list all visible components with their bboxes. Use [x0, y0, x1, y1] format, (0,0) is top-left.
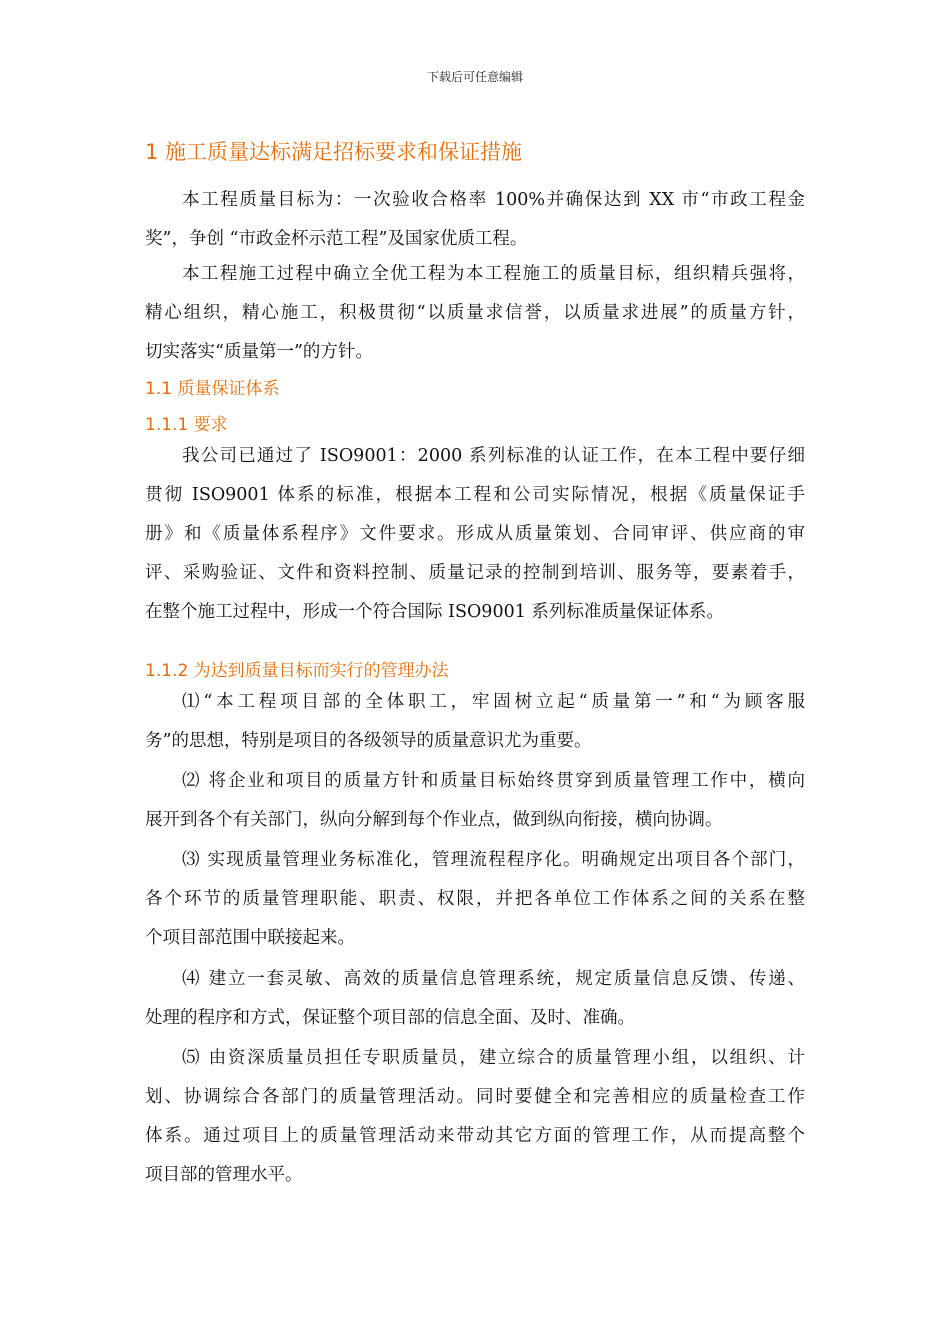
text-line: 精心组织，精心施工，积极贯彻“以质量求信誉，以质量求进展”的质量方针， [145, 303, 805, 323]
text-line: ⑷ 建立一套灵敏、高效的质量信息管理系统，规定质量信息反馈、传递、 [182, 969, 805, 989]
management-item-2 [145, 762, 805, 840]
text-line: 奖”，争创 “市政金杯示范工程”及国家优质工程。 [145, 229, 528, 249]
text-line: 评、采购验证、文件和资料控制、质量记录的控制到培训、服务等，要素着手， [145, 563, 805, 583]
text-line: ⑶ 实现质量管理业务标准化，管理流程程序化。明确规定出项目各个部门， [182, 850, 805, 870]
section-1-1-1-heading: 1.1.1 要求 [145, 415, 228, 435]
text-line: 个项目部范围中联接起来。 [145, 928, 355, 948]
text-line: 展开到各个有关部门，纵向分解到每个作业点，做到纵向衔接，横向协调。 [145, 810, 723, 830]
text-line: 处理的程序和方式，保证整个项目部的信息全面、及时、准确。 [145, 1008, 635, 1028]
text-line: 本工程施工过程中确立全优工程为本工程施工的质量目标，组织精兵强将， [182, 264, 805, 284]
text-line: 我公司已通过了 ISO9001：2000 系列标准的认证工作，在本工程中要仔细 [182, 446, 805, 466]
section-1-paragraph-1 [145, 181, 805, 259]
text-line: ⑸ 由资深质量员担任专职质量员，建立综合的质量管理小组，以组织、计 [182, 1048, 805, 1068]
text-line: 体系。通过项目上的质量管理活动来带动其它方面的管理工作，从而提高整个 [145, 1126, 805, 1146]
management-item-3 [145, 841, 805, 958]
text-line: 划、协调综合各部门的质量管理活动。同时要健全和完善相应的质量检查工作 [145, 1087, 805, 1107]
text-line: 在整个施工过程中，形成一个符合国际 ISO9001 系列标准质量保证体系。 [145, 602, 724, 622]
section-1-heading: 1 施工质量达标满足招标要求和保证措施 [145, 140, 523, 164]
section-1-1-2-heading: 1.1.2 为达到质量目标而实行的管理办法 [145, 661, 449, 681]
management-item-5 [145, 1039, 805, 1195]
section-1-1-1-paragraph [145, 437, 805, 632]
text-line: 切实落实“质量第一”的方针。 [145, 342, 373, 362]
section-1-1-heading: 1.1 质量保证体系 [145, 379, 280, 399]
text-line: 各个环节的质量管理职能、职责、权限，并把各单位工作体系之间的关系在整 [145, 889, 805, 909]
management-item-4 [145, 960, 805, 1038]
text-line: ⑴“本工程项目部的全体职工，牢固树立起“质量第一”和“为顾客服 [182, 692, 805, 712]
text-line: ⑵ 将企业和项目的质量方针和质量目标始终贯穿到质量管理工作中，横向 [182, 771, 805, 791]
text-line: 贯彻 ISO9001 体系的标准，根据本工程和公司实际情况，根据《质量保证手 [145, 485, 805, 505]
text-line: 本工程质量目标为：一次验收合格率 100%并确保达到 XX 市“市政工程金 [182, 190, 805, 210]
text-line: 项目部的管理水平。 [145, 1165, 303, 1185]
section-1-paragraph-2 [145, 255, 805, 372]
management-item-1 [145, 683, 805, 761]
page-header-note: 下载后可任意编辑 [426, 70, 523, 84]
text-line: 务”的思想，特别是项目的各级领导的质量意识尤为重要。 [145, 731, 592, 751]
text-line: 册》和《质量体系程序》文件要求。形成从质量策划、合同审评、供应商的审 [145, 524, 805, 544]
